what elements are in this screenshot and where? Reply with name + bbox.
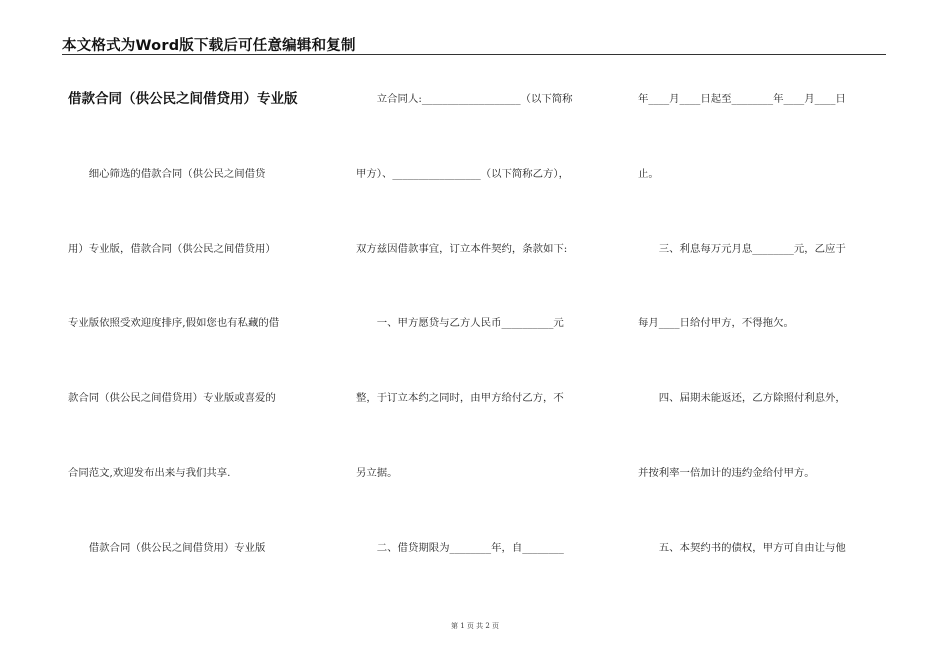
text-line: 用）专业版，借款合同（供公民之间借贷用） <box>68 242 276 255</box>
text-line: 细心筛选的借款合同（供公民之间借贷 <box>68 167 266 180</box>
text-line: 每月____日给付甲方，不得拖欠。 <box>638 317 794 330</box>
text-line: 五、本契约书的债权，甲方可自由让与他 <box>638 541 846 554</box>
title-spacer <box>68 114 313 159</box>
text-line: 专业版依照受欢迎度排序,假如您也有私藏的借 <box>68 317 280 330</box>
text-line: 一、甲方愿贷与乙方人民币__________元 <box>356 317 564 330</box>
column-2 <box>356 84 601 608</box>
column-1 <box>68 84 313 608</box>
text-line: 二、借贷期限为________年，自________ <box>356 541 564 554</box>
page-number: 第 1 页 共 2 页 <box>450 622 500 630</box>
text-line: 借款合同（供公民之间借贷用）专业版 <box>68 541 266 554</box>
text-line: 双方兹因借款事宜，订立本件契约，条款如下: <box>356 242 568 255</box>
text-line: 整，于订立本约之同时，由甲方给付乙方，不 <box>356 392 564 405</box>
text-line: 合同范文,欢迎发布出来与我们共享. <box>68 466 231 479</box>
text-line: 三、利息每万元月息________元，乙应于 <box>638 242 846 255</box>
header-divider <box>62 54 886 55</box>
text-line: 止。 <box>638 167 659 180</box>
text-line: 款合同（供公民之间借贷用）专业版或喜爱的 <box>68 392 276 405</box>
text-line: 四、届期未能返还，乙方除照付利息外， <box>638 392 846 405</box>
column-3 <box>638 84 883 608</box>
text-line: 立合同人:___________________（以下简称 <box>356 93 573 105</box>
text-line: 年____月____日起至________年____月____日 <box>638 93 846 105</box>
text-line: 甲方）、_________________（以下简称乙方）， <box>356 167 569 180</box>
text-line: 并按利率一倍加计的违约金给付甲方。 <box>638 466 815 479</box>
page-header: 本文格式为Word版下载后可任意编辑和复制 <box>62 38 356 54</box>
text-line: 另立据。 <box>356 466 398 479</box>
document-title: 借款合同（供公民之间借贷用）专业版 <box>68 91 298 107</box>
